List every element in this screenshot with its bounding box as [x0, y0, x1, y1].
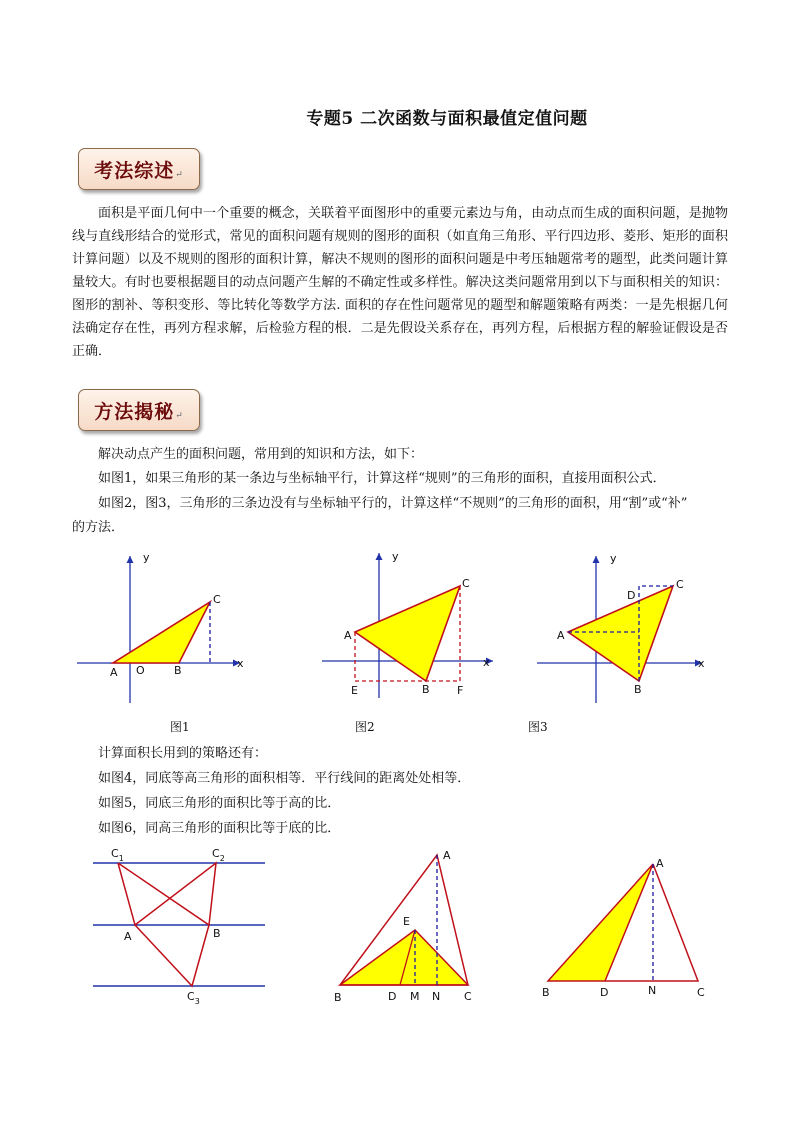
axis-label-x: x	[698, 657, 705, 670]
point-label-A: A	[656, 857, 664, 870]
point-label-D: D	[600, 986, 609, 999]
caption-fig3: 图3	[528, 720, 548, 734]
paragraph-mark-icon: ↵	[175, 411, 184, 421]
figure-3	[530, 548, 715, 713]
axis-label-x: x	[237, 657, 244, 670]
axis-label-y: y	[610, 552, 617, 565]
point-label-D: D	[388, 990, 397, 1003]
point-label-C2: $C_2$	[212, 847, 225, 863]
point-label-A: A	[110, 666, 118, 679]
point-label-B: B	[634, 683, 642, 696]
point-label-C: C	[213, 593, 221, 606]
point-label-E: E	[351, 684, 358, 697]
caption-fig2: 图2	[355, 720, 375, 734]
method-line-3: 如图2，图3，三角形的三条边没有与坐标轴平行的，计算这样“不规则”的三角形的面积，用“割”或“补”	[98, 496, 688, 511]
point-label-C3: $C_3$	[187, 990, 200, 1006]
point-label-F: F	[457, 684, 464, 697]
point-label-C1: $C_1$	[111, 847, 124, 863]
axis-label-y: y	[143, 551, 150, 564]
section-header-kaofa	[78, 148, 200, 190]
point-label-O: O	[136, 664, 145, 677]
section-header-label: 考法综述	[94, 159, 175, 182]
strategy-line-fig4: 如图4，同底等高三角形的面积相等．平行线间的距离处处相等．	[98, 771, 471, 786]
page-title: 专题5 二次函数与面积最值定值问题	[306, 109, 588, 129]
point-label-A: A	[557, 629, 565, 642]
point-label-C: C	[464, 990, 472, 1003]
strategy-intro: 计算面积长用到的策略还有：	[98, 746, 268, 761]
figure-6	[535, 843, 720, 1008]
section-header-fangfa	[78, 389, 200, 431]
figure-2	[315, 548, 505, 713]
point-label-M: M	[410, 990, 420, 1003]
method-line-2: 如图1，如果三角形的某一条边与坐标轴平行，计算这样“规则”的三角形的面积，直接用面积公式．	[98, 471, 666, 486]
point-label-C: C	[462, 577, 470, 590]
point-label-B: B	[542, 986, 550, 999]
strategy-line-fig6: 如图6，同高三角形的面积比等于底的比．	[98, 821, 341, 836]
point-label-N: N	[648, 984, 657, 997]
axis-label-y: y	[392, 550, 399, 563]
method-line-1: 解决动点产生的面积问题，常用到的知识和方法，如下：	[98, 447, 424, 462]
point-label-C: C	[676, 578, 684, 591]
paragraph-mark-icon: ↵	[175, 170, 184, 180]
axis-label-x: x	[483, 656, 490, 669]
point-label-B: B	[422, 683, 430, 696]
figure-1	[70, 548, 250, 713]
point-label-N: N	[432, 990, 441, 1003]
point-label-C: C	[697, 986, 705, 999]
figure-4	[88, 843, 270, 1013]
caption-fig1: 图1	[170, 720, 190, 734]
section-header-label: 方法揭秘	[94, 400, 175, 423]
point-label-A: A	[124, 930, 132, 943]
point-label-B: B	[334, 991, 342, 1004]
figure-5	[325, 843, 490, 1008]
point-label-E: E	[403, 915, 410, 928]
intro-paragraph: 面积是平面几何中一个重要的概念，关联着平面图形中的重要元素边与角，由动点而生成的面积问题，是抛物线与直线形结合的觉形式，常见的面积问题有规则的图形的面积（如直角三角形、平行四边形、菱形、矩形的面积计算问题）以及不规则的图形的面积计算，解决不规则的图形的面积问题是中考压轴题常考的题型，此类问题计算量较大。有时也要根据题目的动点问题产生解的不确定性或多样性。解决这类问题常用到以下与面积相关的知识：图形的割补、等积变形、等比转化等数学方法. 面积的存在性问题常见的题型和解题策略有两类：一是先根据几何法确定存在性，再列方程求解，后检验方程的根．二是先假设关系存在，再列方程，后根据方程的解验证假设是否正确．	[72, 206, 728, 359]
point-label-B: B	[174, 664, 182, 677]
point-label-A: A	[344, 629, 352, 642]
point-label-B: B	[213, 927, 221, 940]
point-label-D: D	[627, 589, 636, 602]
strategy-line-fig5: 如图5，同底三角形的面积比等于高的比．	[98, 796, 341, 811]
method-line-3b: 的方法．	[72, 520, 125, 535]
point-label-A: A	[443, 849, 451, 862]
